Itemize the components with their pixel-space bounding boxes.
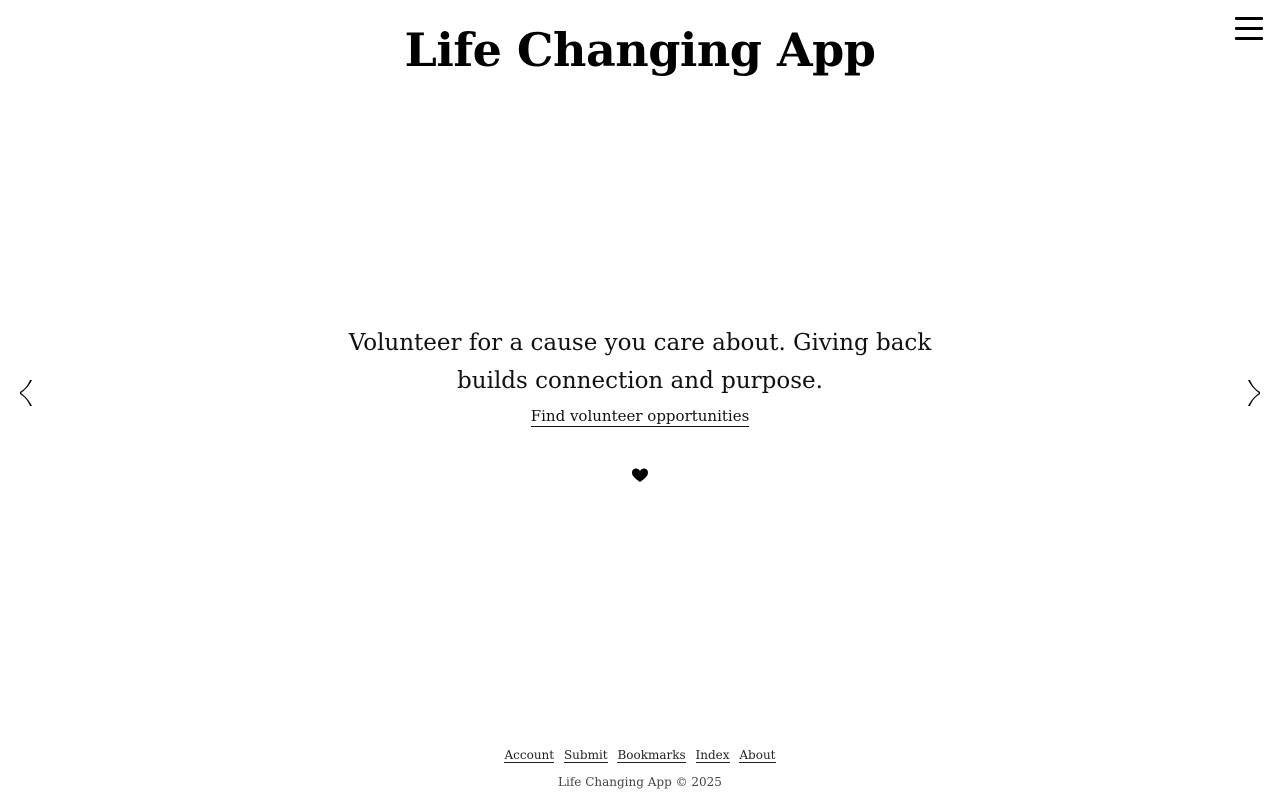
footer-link-account[interactable]: Account [504, 748, 555, 762]
menu-bar [1235, 27, 1263, 30]
footer-link-about[interactable]: About [739, 748, 776, 762]
footer-link-index[interactable]: Index [695, 748, 730, 762]
heart-icon[interactable] [630, 466, 650, 484]
carousel-slide [240, 324, 1040, 427]
footer-link-bookmarks[interactable]: Bookmarks [617, 748, 686, 762]
site-title[interactable]: Life Changing App [404, 23, 876, 77]
chevron-left-icon [16, 376, 40, 410]
find-volunteer-opportunities-link[interactable]: Find volunteer opportunities [530, 407, 750, 425]
slide-message: Volunteer for a cause you care about. Giving back builds connection and purpose. [348, 330, 932, 394]
menu-bar [1235, 37, 1263, 40]
copyright-text: Life Changing App © 2025 [558, 775, 722, 789]
heart-shape [630, 466, 650, 484]
next-slide-button[interactable] [1240, 376, 1264, 410]
footer-nav [0, 746, 1280, 764]
hamburger-menu-icon[interactable] [1234, 14, 1264, 42]
menu-bar [1235, 17, 1263, 20]
previous-slide-button[interactable] [16, 376, 40, 410]
chevron-right-icon [1240, 376, 1264, 410]
footer-link-submit[interactable]: Submit [563, 748, 608, 762]
